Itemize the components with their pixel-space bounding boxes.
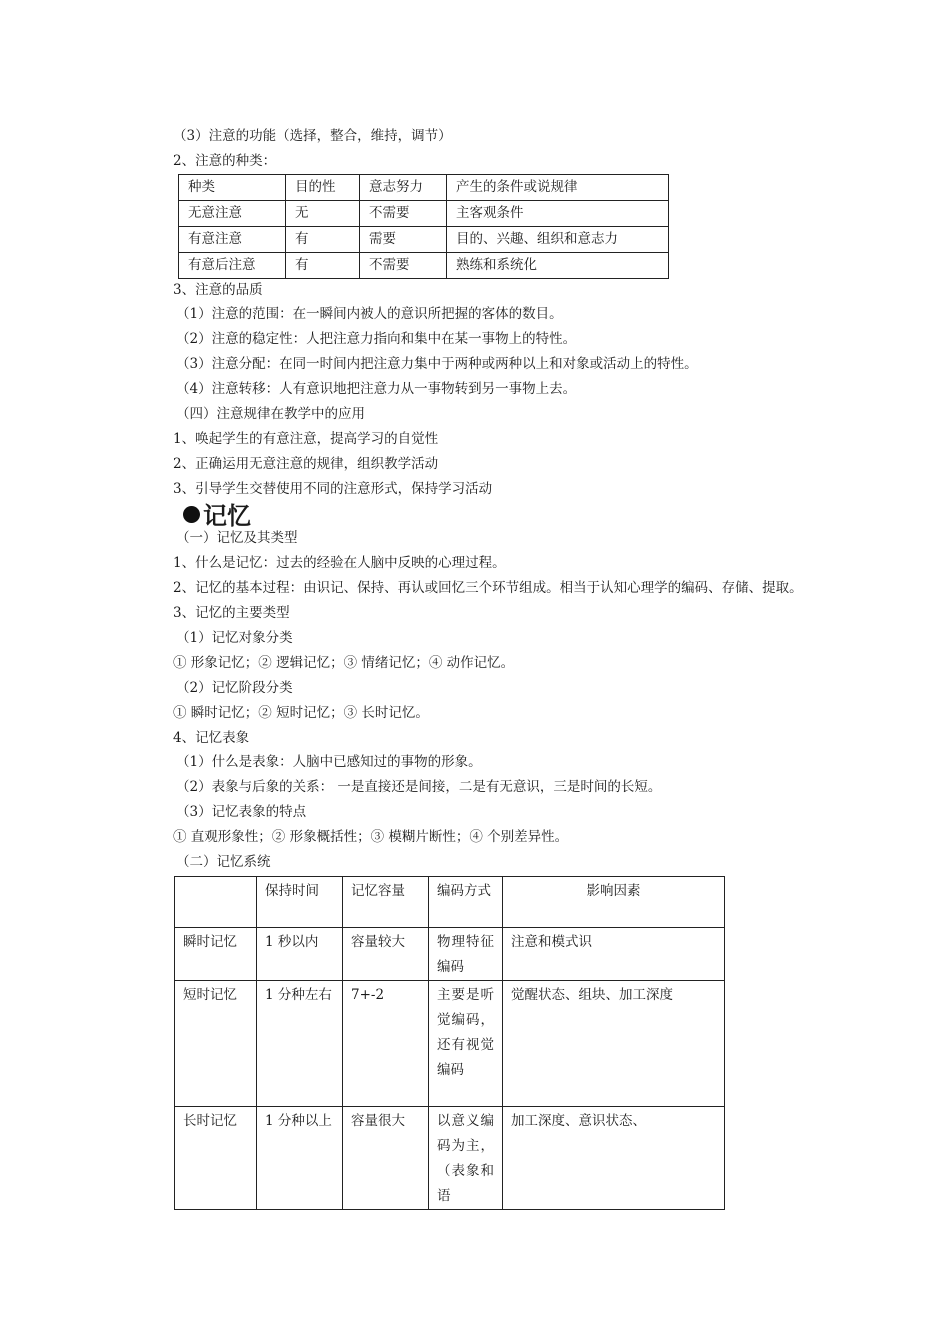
section-heading: （一）记忆及其类型	[176, 530, 298, 546]
table-cell: 加工深度、意识状态、	[503, 1107, 725, 1210]
text-line: （1）什么是表象：人脑中已感知过的事物的形象。	[176, 754, 482, 770]
table-cell: 需要	[360, 227, 447, 253]
table-header-cell: 保持时间	[257, 877, 343, 928]
text-line: ① 瞬时记忆；② 短时记忆；③ 长时记忆。	[173, 705, 429, 721]
table-cell: 熟练和系统化	[447, 253, 669, 279]
table-cell: 不需要	[360, 201, 447, 227]
table-header-cell: 记忆容量	[343, 877, 429, 928]
table-cell: 主客观条件	[447, 201, 669, 227]
table-cell: 以意义编码为主，（表象和语	[429, 1107, 503, 1210]
table-header-cell: 产生的条件或说规律	[447, 175, 669, 201]
table-cell: 主要是听觉编码，还有视觉编码	[429, 981, 503, 1107]
table-header-cell: 目的性	[286, 175, 360, 201]
memory-heading-text: 记忆	[203, 502, 251, 530]
table-cell: 1 分种以上	[257, 1107, 343, 1210]
table-row	[175, 928, 725, 981]
table-cell: 1 分种左右	[257, 981, 343, 1107]
text-line: （1）记忆对象分类	[176, 630, 293, 646]
table-cell: 7+-2	[343, 981, 429, 1107]
text-line: 3、记忆的主要类型	[173, 605, 290, 621]
table-cell: 有意注意	[179, 227, 286, 253]
text-line: 2、注意的种类：	[173, 153, 277, 169]
text-line: （1）注意的范围：在一瞬间内被人的意识所把握的客体的数目。	[176, 306, 563, 322]
table-cell: 容量很大	[343, 1107, 429, 1210]
table-cell: 容量较大	[343, 928, 429, 981]
table-row	[179, 253, 669, 279]
text-line: 1、什么是记忆：过去的经验在人脑中反映的心理过程。	[173, 555, 506, 571]
table-cell: 注意和模式识	[503, 928, 725, 981]
table-cell: 长时记忆	[175, 1107, 257, 1210]
table-row	[179, 201, 669, 227]
memory-system-table	[174, 876, 725, 1210]
attention-types-table	[178, 174, 669, 279]
table-cell: 目的、兴趣、组织和意志力	[447, 227, 669, 253]
text-line: （3）注意分配：在同一时间内把注意力集中于两种或两种以上和对象或活动上的特性。	[176, 356, 698, 372]
table-cell: 不需要	[360, 253, 447, 279]
table-row	[179, 227, 669, 253]
text-line: ① 直观形象性；② 形象概括性；③ 模糊片断性；④ 个别差异性。	[173, 829, 569, 845]
table-row	[175, 981, 725, 1107]
text-line: 3、引导学生交替使用不同的注意形式，保持学习活动	[173, 481, 493, 497]
text-line: 2、记忆的基本过程：由识记、保持、再认或回忆三个环节组成。相当于认知心理学的编码、存储、提取。	[173, 580, 803, 596]
table-cell: 有	[286, 253, 360, 279]
text-line: （3）注意的功能（选择，整合，维持，调节）	[173, 128, 452, 144]
text-line: （4）注意转移：人有意识地把注意力从一事物转到另一事物上去。	[176, 381, 577, 397]
memory-heading	[183, 501, 251, 531]
table-cell: 无意注意	[179, 201, 286, 227]
table-cell: 无	[286, 201, 360, 227]
table-cell: 短时记忆	[175, 981, 257, 1107]
table-cell: 有	[286, 227, 360, 253]
text-line: ① 形象记忆；② 逻辑记忆；③ 情绪记忆；④ 动作记忆。	[173, 655, 515, 671]
table-cell: 有意后注意	[179, 253, 286, 279]
table-header-cell: 影响因素	[503, 877, 725, 928]
section-heading: （四）注意规律在教学中的应用	[176, 406, 365, 422]
table-header-cell	[175, 877, 257, 928]
table-header-cell: 种类	[179, 175, 286, 201]
section-heading: 3、注意的品质	[173, 282, 263, 298]
table-header-row	[179, 175, 669, 201]
text-line: （2）注意的稳定性：人把注意力指向和集中在某一事物上的特性。	[176, 331, 577, 347]
text-line: （2）表象与后象的关系： 一是直接还是间接，二是有无意识，三是时间的长短。	[176, 779, 662, 795]
table-cell: 觉醒状态、组块、加工深度	[503, 981, 725, 1107]
table-header-cell: 编码方式	[429, 877, 503, 928]
table-cell: 物理特征编码	[429, 928, 503, 981]
text-line: （3）记忆表象的特点	[176, 804, 307, 820]
bullet-icon	[183, 506, 200, 523]
text-line: 4、记忆表象	[173, 730, 250, 746]
table-header-row	[175, 877, 725, 928]
text-line: 2、正确运用无意注意的规律，组织教学活动	[173, 456, 439, 472]
table-header-cell: 意志努力	[360, 175, 447, 201]
section-heading: （二）记忆系统	[176, 854, 271, 870]
table-cell: 瞬时记忆	[175, 928, 257, 981]
table-row	[175, 1107, 725, 1210]
text-line: 1、唤起学生的有意注意，提高学习的自觉性	[173, 431, 439, 447]
text-line: （2）记忆阶段分类	[176, 680, 293, 696]
table-cell: 1 秒以内	[257, 928, 343, 981]
